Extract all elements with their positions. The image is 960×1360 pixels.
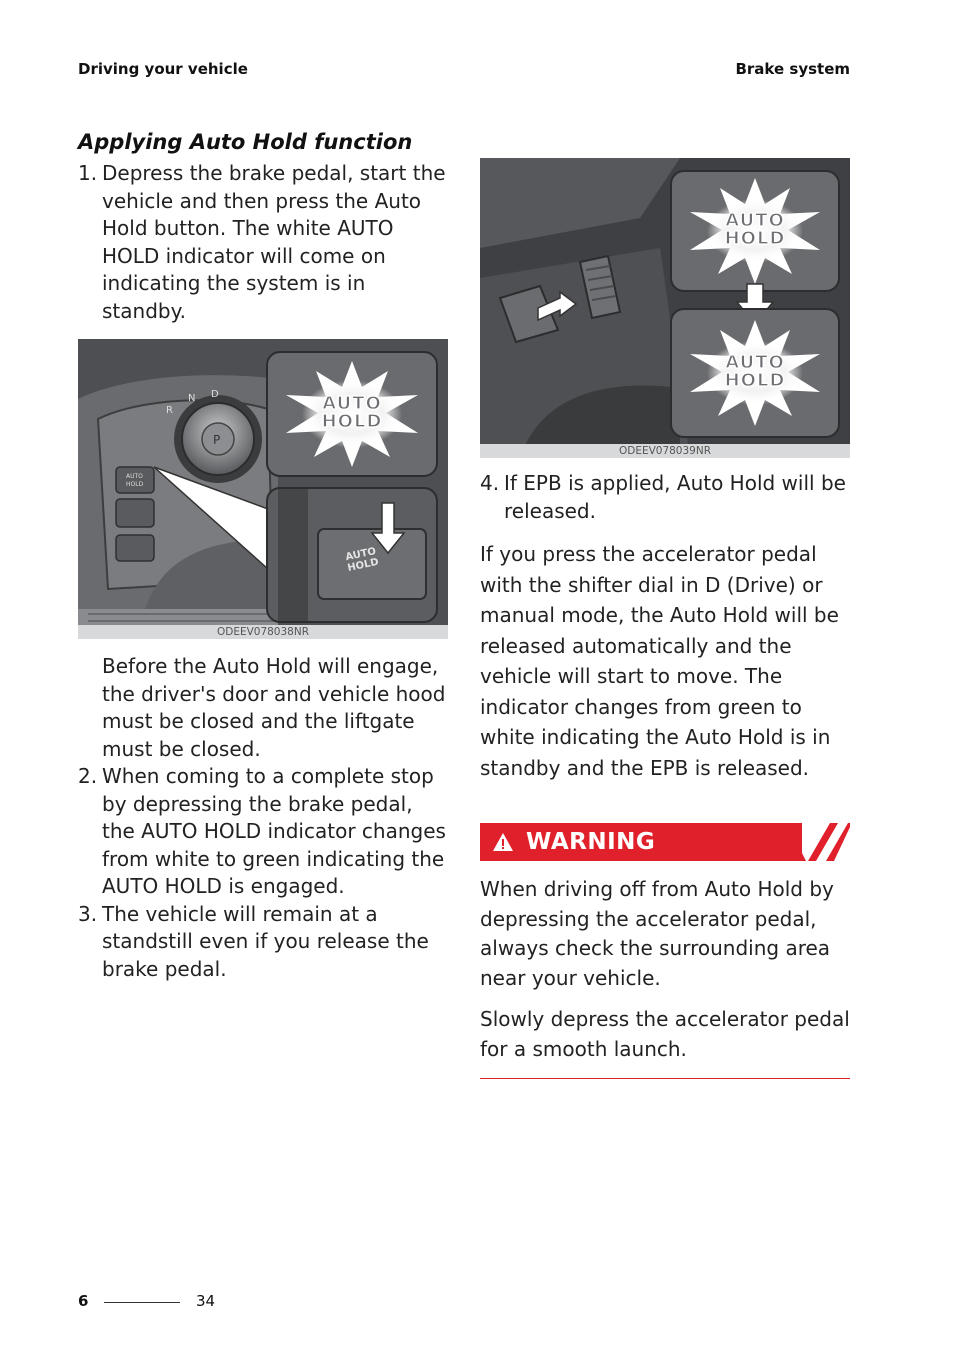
release-paragraph: If you press the accelerator pedal with the shifter dial in D (Drive) or manual mode, the Auto Hold will be released automatically and the vehicle will start to move. The indicator changes from green to white indicating the Auto Hold is in standby and the EPB is released. xyxy=(480,542,839,780)
step-4 xyxy=(480,470,850,525)
running-header-section: Brake system xyxy=(735,60,850,78)
figure-caption: ODEEV078039NR xyxy=(480,444,850,458)
warning-banner xyxy=(480,823,850,861)
figure-caption: ODEEV078038NR xyxy=(78,625,448,639)
page-number: 34 xyxy=(196,1292,216,1310)
step-text: If EPB is applied, Auto Hold will be released. xyxy=(504,471,846,523)
section-heading: Applying Auto Hold function xyxy=(78,130,413,154)
step-text: When coming to a complete stop by depressing the brake pedal, the AUTO HOLD indicator changes from white to green indicating the AUTO HOLD is engaged. xyxy=(102,764,446,898)
step-text: The vehicle will remain at a standstill even if you release the brake pedal. xyxy=(102,901,429,981)
indicator-callout-top xyxy=(670,170,840,292)
step-number: 4. xyxy=(480,471,500,495)
figure-auto-hold-button xyxy=(78,339,448,639)
warning-paragraph-2: Slowly depress the accelerator pedal for a smooth launch. xyxy=(480,1007,850,1061)
step-1 xyxy=(78,160,448,325)
warning-triangle-icon xyxy=(492,832,514,852)
svg-text:D: D xyxy=(211,389,219,400)
auto-hold-button-label: AUTO HOLD xyxy=(344,546,380,575)
warning-stripes-icon xyxy=(802,823,850,861)
note-paragraph: Before the Auto Hold will engage, the driver's door and vehicle hood must be closed and the liftgate must be closed. xyxy=(102,654,446,761)
svg-text:AUTO: AUTO xyxy=(126,473,143,480)
button-callout xyxy=(266,487,438,623)
step-number: 3. xyxy=(78,901,98,926)
step-number: 2. xyxy=(78,764,98,788)
auto-hold-indicator-text: AUTO HOLD xyxy=(321,393,383,432)
chapter-number: 6 xyxy=(78,1292,89,1310)
svg-text:N: N xyxy=(188,393,196,404)
step-3 xyxy=(78,901,448,984)
left-column xyxy=(78,130,448,983)
indicator-callout-bottom xyxy=(670,308,840,438)
svg-text:P: P xyxy=(213,433,221,447)
warning-title: WARNING xyxy=(526,829,656,855)
step-number: 1. xyxy=(78,161,98,185)
indicator-callout xyxy=(266,351,438,477)
step-text: Depress the brake pedal, start the vehicle and then press the Auto Hold button. The white AUTO HOLD indicator will come on indicating the system is in standby. xyxy=(102,161,446,323)
auto-hold-indicator-white-text: AUTO HOLD xyxy=(724,210,786,249)
step-2 xyxy=(78,763,448,901)
warning-paragraph-1: When driving off from Auto Hold by depressing the accelerator pedal, always check the surrounding area near your vehicle. xyxy=(480,877,834,990)
warning-end-rule xyxy=(480,1078,850,1079)
right-column xyxy=(480,158,850,1079)
figure-auto-hold-indicator-change xyxy=(480,158,850,458)
running-header-chapter: Driving your vehicle xyxy=(78,60,248,78)
svg-text:R: R xyxy=(166,405,173,416)
svg-text:HOLD: HOLD xyxy=(126,481,144,488)
footer-divider xyxy=(104,1302,180,1303)
auto-hold-indicator-green-text: AUTO HOLD xyxy=(724,352,786,391)
